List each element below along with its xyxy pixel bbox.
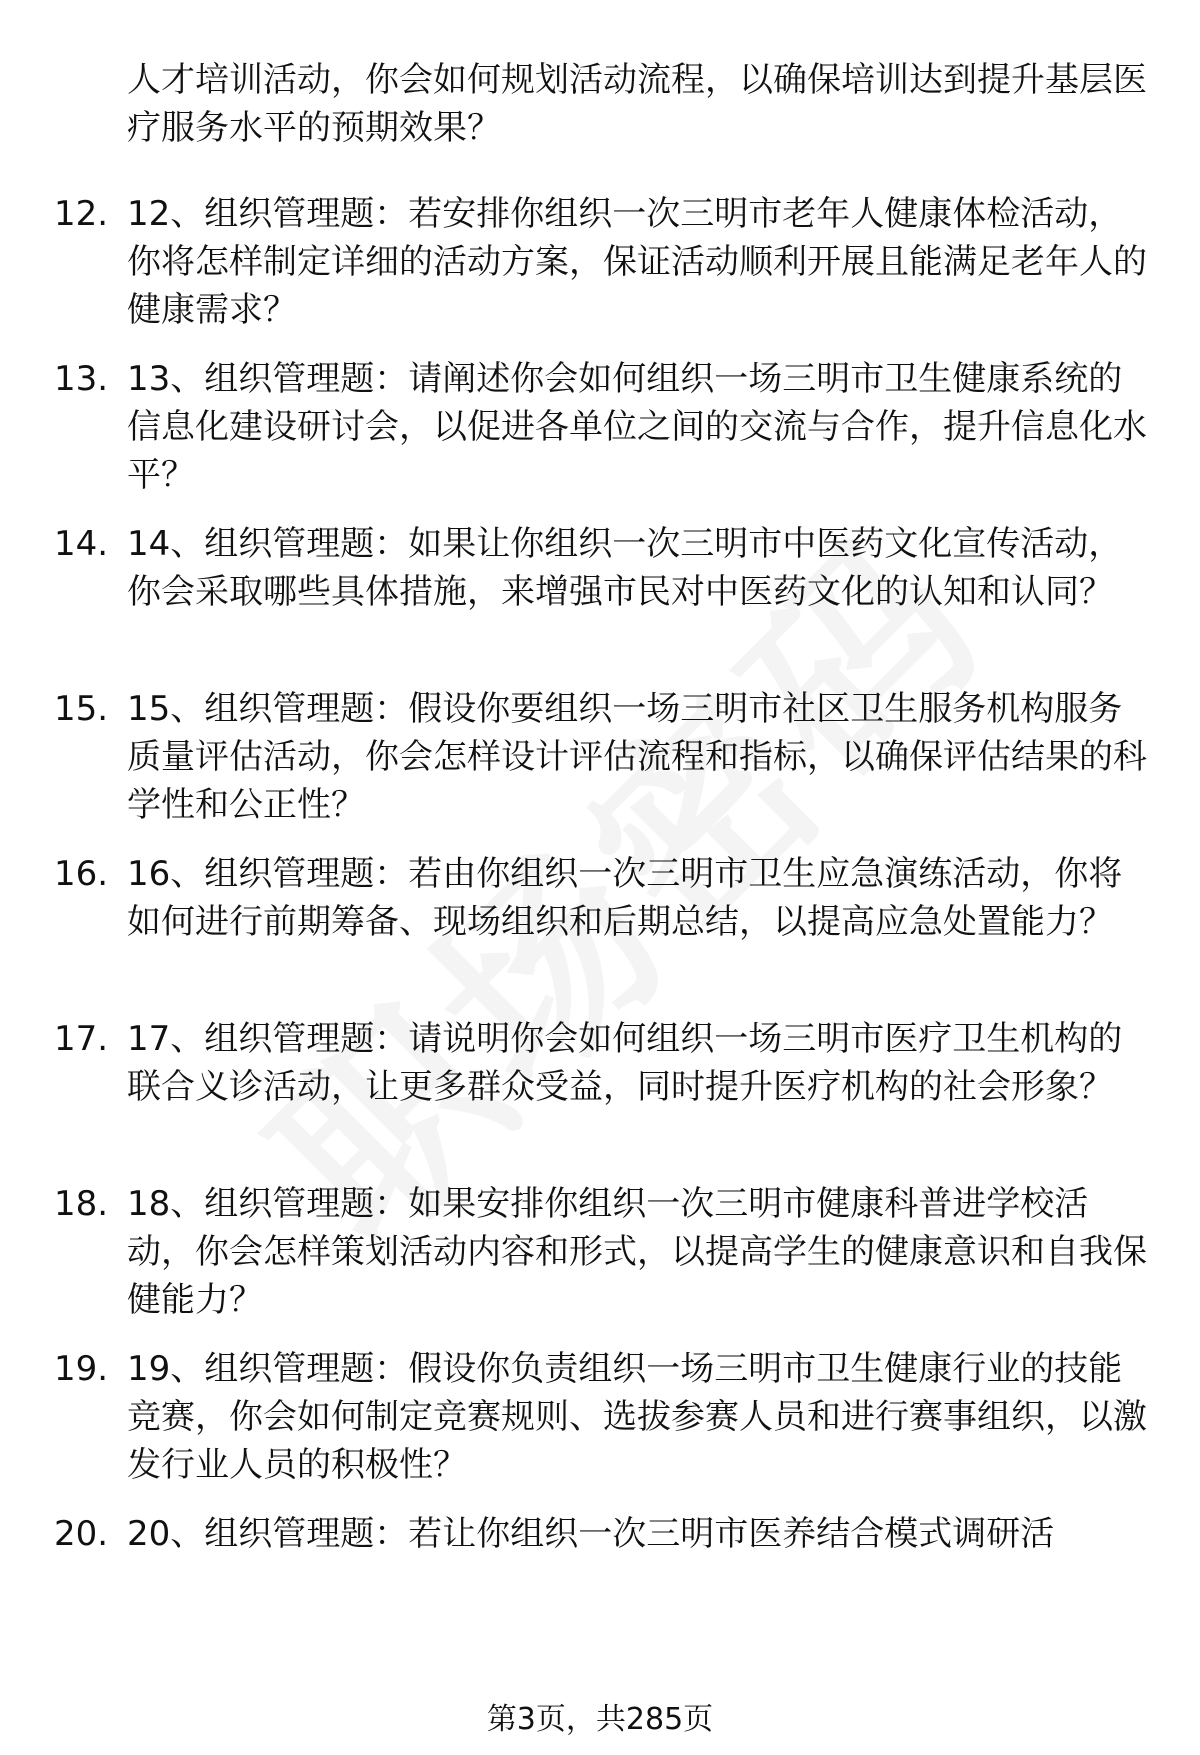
question-text: 13、组织管理题：请阐述你会如何组织一场三明市卫生健康系统的信息化建设研讨会，以促进各单位之间的交流与合作，提升信息化水平？ bbox=[127, 359, 1147, 495]
question-item bbox=[0, 1345, 1200, 1510]
continued-question-text: 人才培训活动，你会如何规划活动流程，以确保培训达到提升基层医疗服务水平的预期效果？ bbox=[127, 60, 1147, 148]
question-number: 15. bbox=[54, 689, 109, 729]
question-number: 19. bbox=[54, 1349, 109, 1389]
question-number: 16. bbox=[54, 854, 109, 894]
question-item bbox=[0, 190, 1200, 355]
question-number: 13. bbox=[54, 359, 109, 399]
question-item bbox=[0, 1180, 1200, 1345]
question-text: 15、组织管理题：假设你要组织一场三明市社区卫生服务机构服务质量评估活动，你会怎样设计评估流程和指标，以确保评估结果的科学性和公正性？ bbox=[127, 689, 1147, 825]
question-text: 20、组织管理题：若让你组织一次三明市医养结合模式调研活 bbox=[127, 1514, 1055, 1554]
question-text: 19、组织管理题：假设你负责组织一场三明市卫生健康行业的技能竞赛，你会如何制定竞赛规则、选拔参赛人员和进行赛事组织，以激发行业人员的积极性？ bbox=[127, 1349, 1147, 1485]
question-number: 17. bbox=[54, 1019, 109, 1059]
question-item bbox=[0, 520, 1200, 685]
question-list bbox=[0, 190, 1200, 1675]
question-text: 17、组织管理题：请说明你会如何组织一场三明市医疗卫生机构的联合义诊活动，让更多群众受益，同时提升医疗机构的社会形象？ bbox=[127, 1019, 1123, 1107]
question-number: 12. bbox=[54, 194, 109, 234]
question-item bbox=[0, 355, 1200, 520]
question-text: 12、组织管理题：若安排你组织一次三明市老年人健康体检活动，你将怎样制定详细的活动方案，保证活动顺利开展且能满足老年人的健康需求？ bbox=[127, 194, 1147, 330]
question-item bbox=[0, 685, 1200, 850]
question-text: 14、组织管理题：如果让你组织一次三明市中医药文化宣传活动，你会采取哪些具体措施，来增强市民对中医药文化的认知和认同？ bbox=[127, 524, 1123, 612]
question-number: 14. bbox=[54, 524, 109, 564]
question-text: 18、组织管理题：如果安排你组织一次三明市健康科普进学校活动，你会怎样策划活动内容和形式，以提高学生的健康意识和自我保健能力？ bbox=[127, 1184, 1147, 1320]
question-item bbox=[0, 1510, 1200, 1675]
question-number: 18. bbox=[54, 1184, 109, 1224]
question-item bbox=[0, 850, 1200, 1015]
page-footer: 第3页，共285页 bbox=[486, 1702, 714, 1737]
question-text: 16、组织管理题：若由你组织一次三明市卫生应急演练活动，你将如何进行前期筹备、现场组织和后期总结，以提高应急处置能力？ bbox=[127, 854, 1123, 942]
question-number: 20. bbox=[54, 1514, 109, 1554]
question-item bbox=[0, 1015, 1200, 1180]
